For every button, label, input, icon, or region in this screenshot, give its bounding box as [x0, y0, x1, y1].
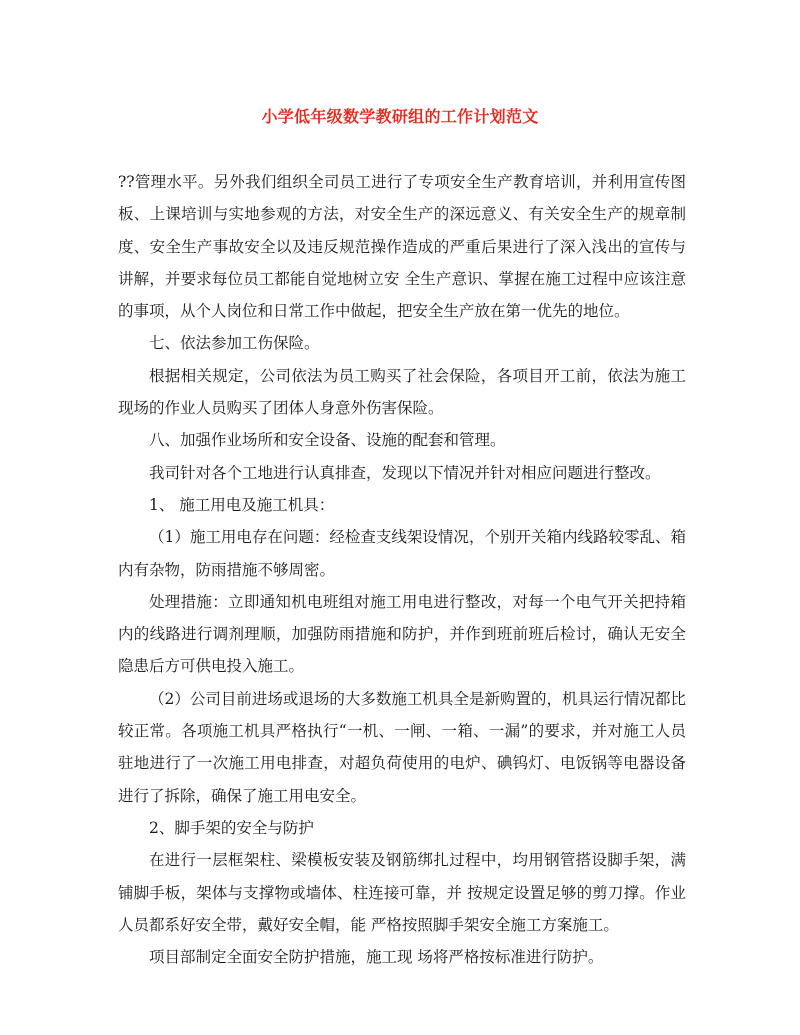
- paragraph: 项目部制定全面安全防护措施，施工现 场将严格按标准进行防护。: [149, 948, 604, 967]
- paragraph: 在进行一层框架柱、梁模板安装及钢筋绑扎过程中，均用钢管搭设脚手架，满铺脚手板，架体与支撑物或墙体、柱连接可靠，并 按规定设置足够的剪刀撑。作业人员都系好安全带，戴好安全帽，能 严格按照脚手架安全施工方案施工。: [118, 851, 686, 934]
- paragraph: 处理措施：立即通知机电班组对施工用电进行整改，对每一个电气开关把持箱内的线路进行调剂理顺，加强防雨措施和防护，并作到班前班后检讨，确认无安全隐患后方可供电投入施工。: [118, 592, 686, 676]
- document-body: [118, 166, 686, 973]
- section-heading: 七、依法参加工伤保险。: [149, 334, 320, 353]
- paragraph: ??管理水平。另外我们组织全司员工进行了专项安全生产教育培训，并利用宣传图板、上课培训与实地参观的方法，对安全生产的深远意义、有关安全生产的规章制度、安全生产事故安全以及违反规范操作造成的严重后果进行了深入浅出的宣传与讲解，并要求每位员工都能自觉地树立安 全生产意识、掌握在施工过程中应该注意的事项，从个人岗位和日常工作中做起，把安全生产放在第一优先的地位。: [118, 173, 686, 321]
- paragraph: 我司针对各个工地进行认真排查，发现以下情况并针对相应问题进行整改。: [149, 463, 661, 482]
- subsection-heading: 1、 施工用电及施工机具：: [149, 495, 335, 514]
- subsection-heading: 2、脚手架的安全与防护: [149, 818, 314, 837]
- paragraph: （1）施工用电存在问题：经检查支线架设情况，个别开关箱内线路较零乱、箱内有杂物，防雨措施不够周密。: [118, 528, 686, 579]
- paragraph: 根据相关规定，公司依法为员工购买了社会保险，各项目开工前，依法为施工现场的作业人员购买了团体人身意外伤害保险。: [118, 366, 686, 418]
- paragraph: （2）公司目前进场或退场的大多数施工机具全是新购置的，机具运行情况都比较正常。各项施工机具严格执行“一机、一闸、一箱、一漏”的要求，并对施工人员驻地进行了一次施工用电排查，对超负荷使用的电炉、碘钨灯、电饭锅等电器设备进行了拆除，确保了施工用电安全。: [118, 689, 686, 805]
- document-title: 小学低年级数学教研组的工作计划范文: [261, 107, 539, 126]
- section-heading: 八、加强作业场所和安全设备、设施的配套和管理。: [149, 431, 506, 450]
